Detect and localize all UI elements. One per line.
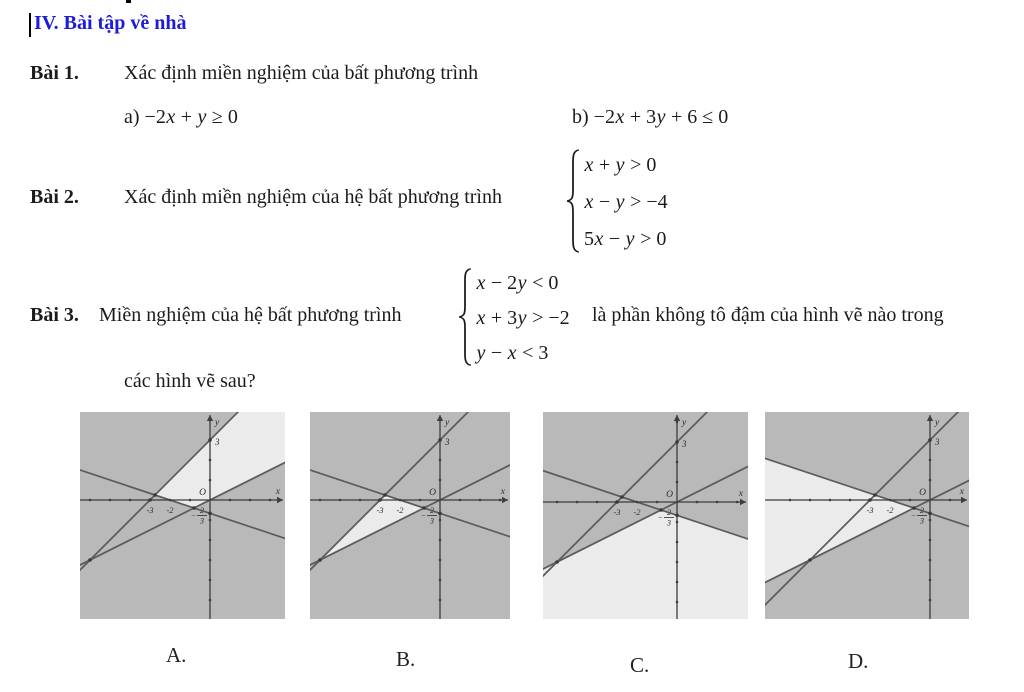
svg-text:3: 3: [200, 516, 204, 526]
graph-plot-b: [310, 412, 510, 619]
equation: x − 2y < 0: [476, 272, 559, 294]
problem3-system: [458, 266, 570, 371]
svg-text:O: O: [429, 488, 436, 498]
svg-text:-3: -3: [376, 505, 384, 515]
svg-text:O: O: [666, 490, 673, 500]
graph-plot-c: [543, 412, 748, 619]
text-cursor: [29, 13, 31, 37]
svg-text:3: 3: [667, 518, 671, 528]
problem2-label: Bài 2.: [30, 186, 79, 208]
svg-text:y: y: [215, 418, 220, 428]
part-a-tag: a): [124, 106, 140, 128]
section-title: IV. Bài tập về nhà: [34, 12, 187, 34]
equation: x + 3y > −2: [476, 307, 570, 329]
left-brace-icon: [458, 266, 472, 368]
option-label-d: D.: [848, 649, 869, 673]
graph-plot-d: [765, 412, 969, 619]
part-b-tag: b): [572, 106, 589, 128]
svg-text:-3: -3: [866, 505, 874, 515]
svg-text:-3: -3: [146, 505, 154, 515]
svg-text:3: 3: [215, 437, 220, 447]
svg-text:O: O: [919, 488, 926, 498]
svg-text:3: 3: [920, 516, 924, 526]
svg-text:x: x: [738, 489, 743, 499]
left-brace-icon: [566, 147, 580, 255]
equation: y − x < 3: [476, 342, 549, 364]
option-label-a: A.: [166, 643, 187, 667]
svg-text:2: 2: [430, 505, 434, 515]
svg-text:-2: -2: [886, 505, 894, 515]
problem1-part-a: [124, 106, 238, 129]
problem1-label: Bài 1.: [30, 62, 79, 84]
svg-text:3: 3: [935, 437, 940, 447]
problem3-text: Miền nghiệm của hệ bất phương trình: [99, 304, 402, 326]
part-b-inequality: −2x + 3y + 6 ≤ 0: [593, 106, 729, 128]
svg-text:−: −: [910, 510, 916, 520]
svg-text:3: 3: [682, 439, 687, 449]
problem1-text: Xác định miền nghiệm của bất phương trình: [124, 62, 479, 84]
svg-text:-2: -2: [633, 507, 641, 517]
svg-text:2: 2: [200, 505, 204, 515]
svg-text:y: y: [935, 418, 940, 428]
svg-text:y: y: [682, 418, 687, 428]
svg-text:−: −: [657, 512, 663, 522]
graph-plot-a: [80, 412, 285, 619]
svg-text:-2: -2: [166, 505, 174, 515]
svg-text:-3: -3: [613, 507, 621, 517]
svg-text:O: O: [199, 488, 206, 498]
svg-text:3: 3: [430, 516, 434, 526]
equation: x + y > 0: [584, 154, 657, 176]
option-label-b: B.: [396, 647, 416, 671]
problem2-text: Xác định miền nghiệm của hệ bất phương trình: [124, 186, 502, 208]
svg-text:x: x: [500, 487, 505, 497]
equation: x − y > −4: [584, 191, 668, 213]
svg-text:-2: -2: [396, 505, 404, 515]
svg-text:2: 2: [667, 507, 671, 517]
option-label-c: C.: [630, 653, 650, 677]
svg-text:x: x: [275, 487, 280, 497]
problem1-part-b: [572, 106, 728, 129]
problem3-text-line2: các hình vẽ sau?: [124, 370, 256, 392]
svg-text:−: −: [420, 510, 426, 520]
svg-text:3: 3: [445, 437, 450, 447]
problem3-text-after: là phần không tô đậm của hình vẽ nào trong: [592, 304, 944, 326]
problem2-system: [566, 147, 668, 258]
scan-artifact: [126, 0, 131, 3]
svg-text:y: y: [445, 418, 450, 428]
svg-text:x: x: [959, 487, 964, 497]
part-a-inequality: −2x + y ≥ 0: [144, 106, 238, 128]
problem3-label: Bài 3.: [30, 304, 79, 326]
svg-text:2: 2: [920, 505, 924, 515]
svg-text:−: −: [190, 510, 196, 520]
equation: 5x − y > 0: [584, 228, 667, 250]
